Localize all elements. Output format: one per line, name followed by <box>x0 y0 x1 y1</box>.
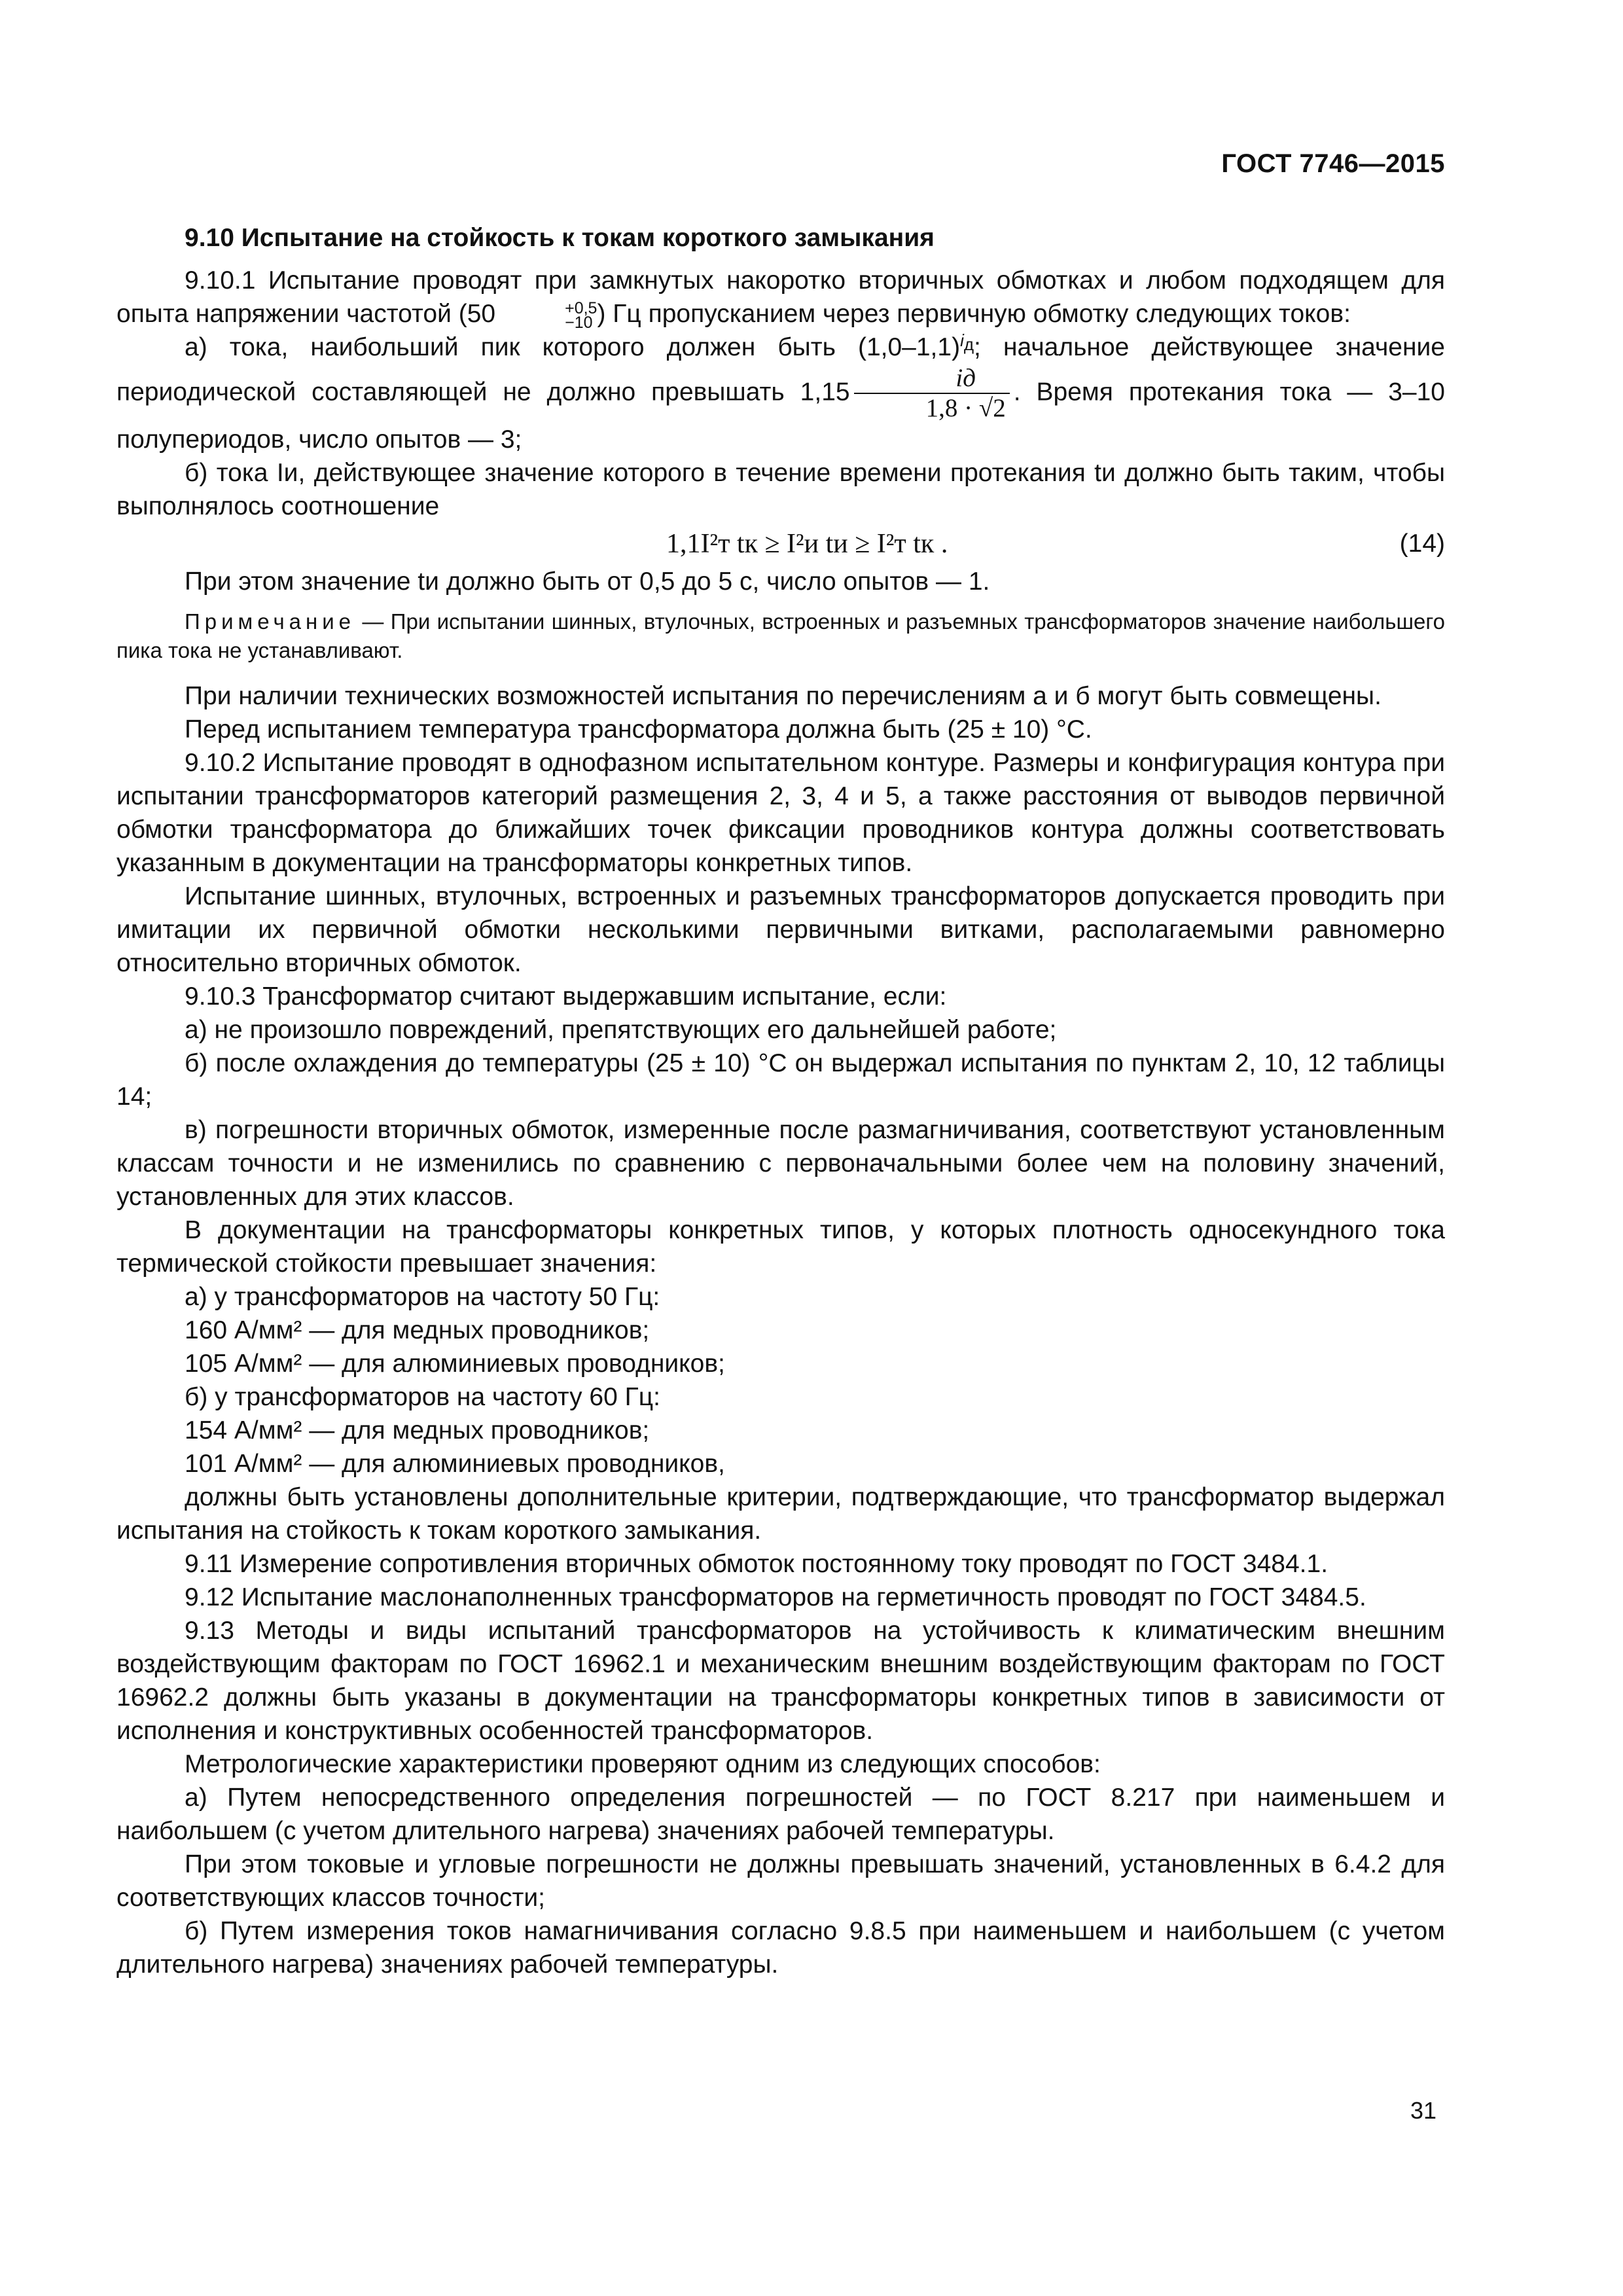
frequency-value: 50 <box>467 300 496 328</box>
paragraph: При наличии технических возможностей испытания по перечислениям а и б могут быть совмещены. <box>185 682 1382 710</box>
list-item: а) Путем непосредственного определения погрешностей — по ГОСТ 8.217 при наименьшем и наибольшем (с учетом длительного нагрева) значениях рабочей температуры. <box>116 1784 1445 1845</box>
paragraph-9-10-2: 9.10.2 Испытание проводят в однофазном испытательном контуре. Размеры и конфигурация контура при испытании трансформаторов категорий размещения 2, 3, 4 и 5, а также расстояния от выводов первичной обмотки трансформатора до ближайших точек фиксации проводников контура должны соответствовать указанным в документации на трансформаторы конкретных типов. <box>116 749 1445 877</box>
paragraph-9-10-3: 9.10.3 Трансформатор считают выдержавшим испытание, если: <box>185 982 947 1011</box>
paragraph: Перед испытанием температура трансформатора должна быть (25 ± 10) °С. <box>185 715 1092 744</box>
note <box>116 607 1445 665</box>
note-text: — При испытании шинных, втулочных, встроенных и разъемных трансформаторов значение наибольшего пика тока не устанавливают. <box>116 609 1445 662</box>
formula-14 <box>116 523 1445 565</box>
paragraph-9-13: 9.13 Методы и виды испытаний трансформаторов на устойчивость к климатическим внешним воздействующим факторам по ГОСТ 16962.1 и механическим внешним воздействующим факторам по ГОСТ 16962.2 должны быть указаны в документации на трансформаторы конкретных типов в зависимости от исполнения и конструктивных особенностей трансформаторов. <box>116 1617 1445 1745</box>
current-fraction <box>854 364 1010 423</box>
page-number: 31 <box>1410 2097 1437 2124</box>
paragraph: Метрологические характеристики проверяют одним из следующих способов: <box>185 1750 1101 1778</box>
item-text: а) тока, наибольший пик которого должен быть (1,0–1,1) <box>185 333 961 361</box>
paragraph: При этом токовые и угловые погрешности не должны превышать значений, установленных в 6.4.2 для соответствующих классов точности; <box>116 1850 1445 1912</box>
item-b-current: б) тока Iи, действующее значение которого в течение времени протекания tи должно быть таким, чтобы выполнялось соотношение <box>116 459 1445 520</box>
fraction-numerator: iд <box>854 364 1010 394</box>
item-a-current-peak <box>116 331 1445 456</box>
note-label: Примечание <box>185 609 356 634</box>
current-subscript: д <box>963 334 974 355</box>
paragraph-text-end: ) Гц пропусканием через первичную обмотку следующих токов: <box>597 300 1351 328</box>
section-heading: 9.10 Испытание на стойкость к токам короткого замыкания <box>185 224 935 252</box>
list-item: 105 А/мм² — для алюминиевых проводников; <box>185 1350 725 1378</box>
list-item: б) Путем измерения токов намагничивания согласно 9.8.5 при наименьшем и наибольшем (с учетом длительного нагрева) значениях рабочей температуры. <box>116 1917 1445 1979</box>
paragraph: Испытание шинных, втулочных, встроенных и разъемных трансформаторов допускается проводить при имитации их первичной обмотки несколькими первичными витками, располагаемыми равномерно относительно вторичных обмоток. <box>116 882 1445 977</box>
frequency-tolerance <box>497 298 597 332</box>
item-text-mid: ; начальное действующее значение периодической составляющей не должно превышать 1,15 <box>116 333 1445 406</box>
list-item: б) после охлаждения до температуры (25 ± 10) °С он выдержал испытания по пунктам 2, 10, 12 таблицы 14; <box>116 1049 1445 1111</box>
formula-expression: 1,1I²т tк ≥ I²и tи ≥ I²т tк . <box>666 529 948 559</box>
current-symbol: i <box>960 331 964 350</box>
formula-condition: При этом значение tи должно быть от 0,5 до 5 с, число опытов — 1. <box>185 567 990 596</box>
tolerance-lower: −10 <box>565 313 593 332</box>
fraction-denominator: 1,8 · √2 <box>925 394 1006 422</box>
list-item: а) у трансформаторов на частоту 50 Гц: <box>185 1283 660 1311</box>
paragraph-9-11: 9.11 Измерение сопротивления вторичных обмоток постоянному току проводят по ГОСТ 3484.1. <box>185 1550 1329 1578</box>
item-text-end: . Время протекания тока — 3–10 полупериодов, число опытов — 3; <box>116 378 1445 454</box>
document-header: ГОСТ 7746—2015 <box>1221 149 1445 178</box>
list-item: 101 А/мм² — для алюминиевых проводников, <box>185 1450 725 1478</box>
formula-number: (14) <box>1399 529 1445 558</box>
page-body <box>116 221 1445 1981</box>
paragraph-9-12: 9.12 Испытание маслонаполненных трансформаторов на герметичность проводят по ГОСТ 3484.5. <box>185 1583 1366 1611</box>
paragraph: В документации на трансформаторы конкретных типов, у которых плотность односекундного тока термической стойкости превышает значения: <box>116 1216 1445 1278</box>
list-item: 154 А/мм² — для медных проводников; <box>185 1416 650 1444</box>
paragraph-9-10-1 <box>116 264 1445 331</box>
paragraph-text: 9.10.1 Испытание проводят при замкнутых накоротко вторичных обмотках и любом подходящем для опыта напряжении частотой ( <box>116 266 1445 328</box>
list-item: 160 А/мм² — для медных проводников; <box>185 1316 650 1344</box>
list-item: а) не произошло повреждений, препятствующих его дальнейшей работе; <box>185 1016 1057 1044</box>
tolerance-upper: +0,5 <box>565 298 597 317</box>
paragraph: должны быть установлены дополнительные критерии, подтверждающие, что трансформатор выдержал испытания на стойкость к токам короткого замыкания. <box>116 1483 1445 1545</box>
list-item: б) у трансформаторов на частоту 60 Гц: <box>185 1383 660 1411</box>
list-item: в) погрешности вторичных обмоток, измеренные после размагничивания, соответствуют установленным классам точности и не изменились по сравнению с первоначальными более чем на половину значений, установленных для этих классов. <box>116 1116 1445 1211</box>
